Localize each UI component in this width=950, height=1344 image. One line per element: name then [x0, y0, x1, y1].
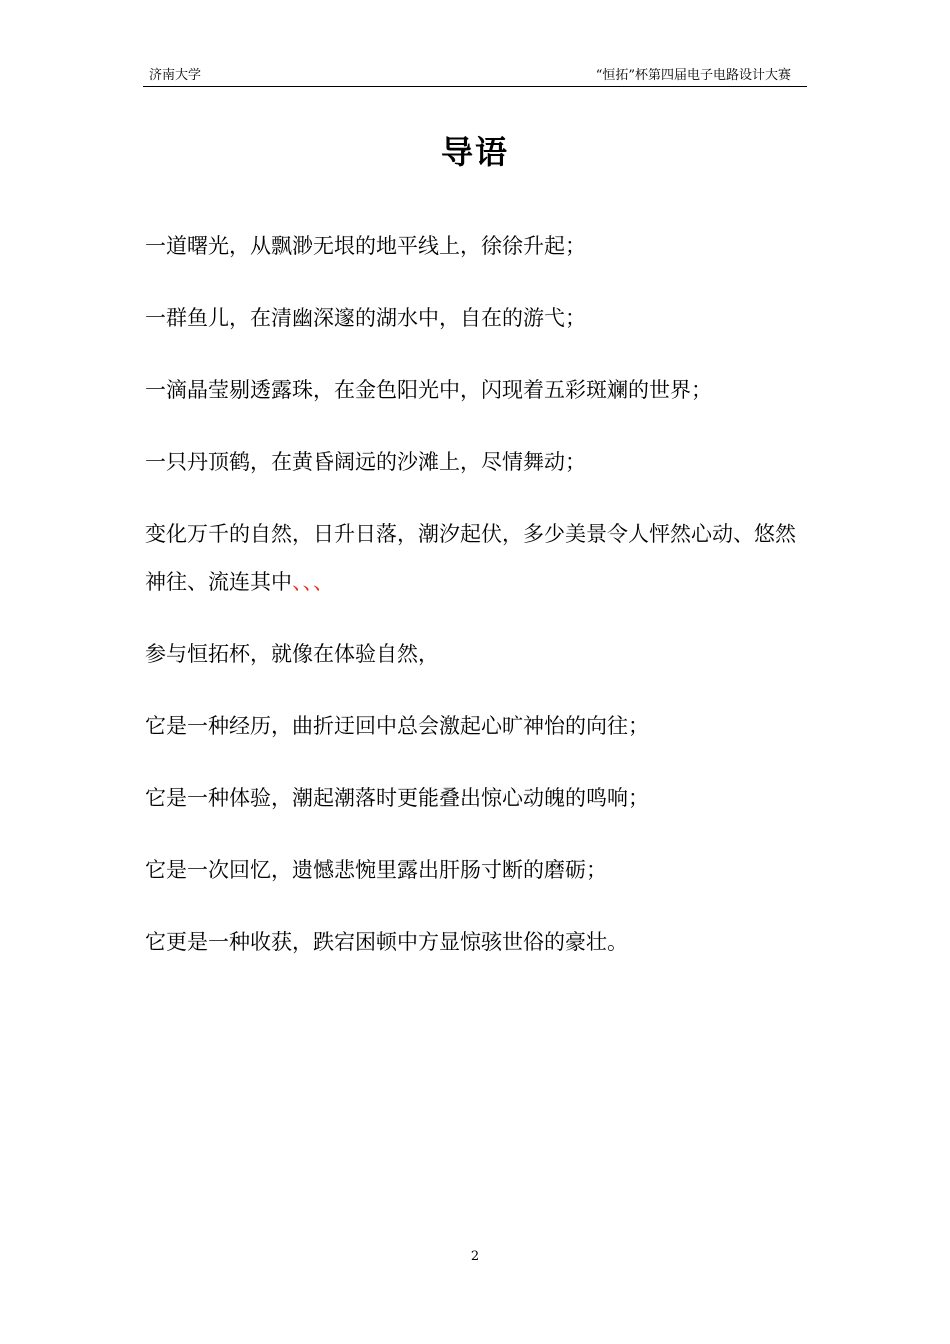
paragraph-9: 它是一次回忆，遗憾悲惋里露出肝肠寸断的磨砺；: [145, 858, 607, 882]
page-number: 2: [470, 1249, 480, 1264]
paragraph-5-text: 变化万千的自然，日升日落，潮汐起伏，多少美景令人怦然心动、悠然神往、流连其中: [145, 522, 796, 594]
paragraph-6: 参与恒拓杯，就像在体验自然，: [145, 642, 439, 666]
paragraph-7: 它是一种经历，曲折迂回中总会激起心旷神怡的向往；: [145, 714, 649, 738]
page-title: 导语: [440, 133, 509, 171]
body-text: [145, 228, 815, 996]
paragraph-8: 它是一种体验，潮起潮落时更能叠出惊心动魄的鸣响；: [145, 786, 649, 810]
paragraph-10: 它更是一种收获，跌宕困顿中方显惊骇世俗的豪壮。: [145, 930, 628, 954]
header-university: 济南大学: [149, 68, 202, 83]
paragraph-3: 一滴晶莹剔透露珠，在金色阳光中，闪现着五彩斑斓的世界；: [145, 378, 712, 402]
paragraph-1: 一道曙光，从飘渺无垠的地平线上，徐徐升起；: [145, 234, 586, 258]
paragraph-4: 一只丹顶鹤，在黄昏阔远的沙滩上，尽情舞动；: [145, 450, 586, 474]
paragraph-5-ellipsis: 、、、: [292, 570, 334, 594]
page-header: [143, 66, 807, 87]
paragraph-2: 一群鱼儿，在清幽深邃的湖水中，自在的游弋；: [145, 306, 586, 330]
header-contest-name: “恒拓”杯第四届电子电路设计大赛: [595, 68, 791, 83]
paragraph-5: [145, 510, 815, 606]
